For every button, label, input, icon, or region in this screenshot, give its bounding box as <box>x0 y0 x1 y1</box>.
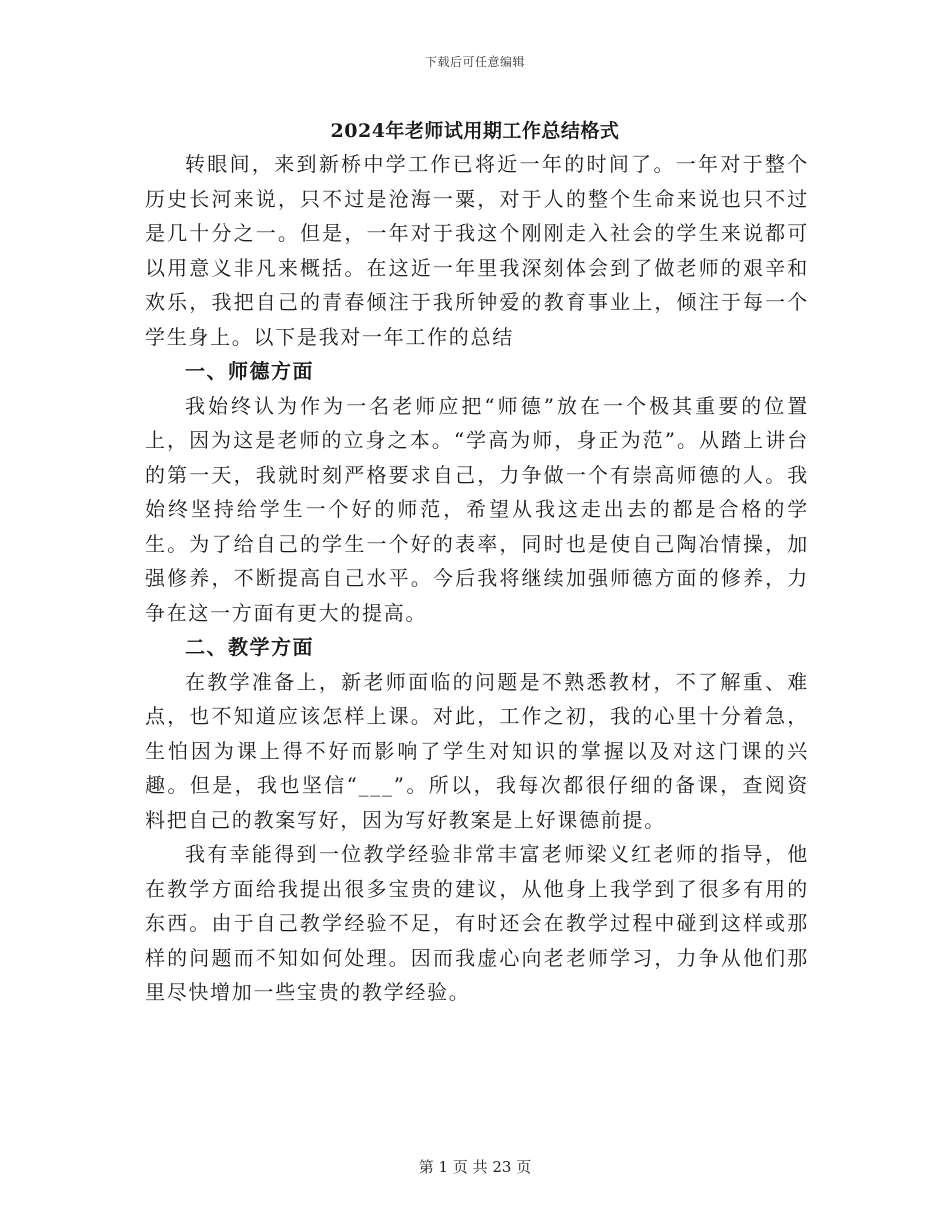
section-heading-ethics: 一、师德方面 <box>185 359 314 383</box>
document-title: 2024年老师试用期工作总结格式 <box>330 120 620 142</box>
document-body <box>145 147 809 1010</box>
section-heading-teaching: 二、教学方面 <box>185 635 314 659</box>
page-number-footer: 第 1 页 共 23 页 <box>418 1158 532 1176</box>
page-header-note: 下载后可任意编辑 <box>424 55 525 69</box>
teaching-paragraph-1: 在教学准备上，新老师面临的问题是不熟悉教材，不了解重、难点，也不知道应该怎样上课。对此，工作之初，我的心里十分着急，生怕因为课上得不好而影响了学生对知识的掌握以及对这门课的兴趣。但是，我也坚信“___”。所以，我每次都很仔细的备课，查阅资料把自己的教案写好，因为写好教案是上好课德前提。 <box>145 669 809 832</box>
teaching-paragraph-2: 我有幸能得到一位教学经验非常丰富老师梁义红老师的指导，他在教学方面给我提出很多宝贵的建议，从他身上我学到了很多有用的东西。由于自己教学经验不足，有时还会在教学过程中碰到这样或那样的问题而不知如何处理。因而我虚心向老老师学习，力争从他们那里尽快增加一些宝贵的教学经验。 <box>145 842 809 1004</box>
intro-paragraph: 转眼间，来到新桥中学工作已将近一年的时间了。一年对于整个历史长河来说，只不过是沧海一粟，对于人的整个生命来说也只不过是几十分之一。但是，一年对于我这个刚刚走入社会的学生来说都可以用意义非凡来概括。在这近一年里我深刻体会到了做老师的艰辛和欢乐，我把自己的青春倾注于我所钟爱的教育事业上，倾注于每一个学生身上。以下是我对一年工作的总结 <box>145 152 809 349</box>
ethics-paragraph: 我始终认为作为一名老师应把“师德”放在一个极其重要的位置上，因为这是老师的立身之本。“学高为师，身正为范”。从踏上讲台的第一天，我就时刻严格要求自己，力争做一个有崇高师德的人。我始终坚持给学生一个好的师范，希望从我这走出去的都是合格的学生。为了给自己的学生一个好的表率，同时也是使自己陶冶情操，加强修养，不断提高自己水平。今后我将继续加强师德方面的修养，力争在这一方面有更大的提高。 <box>145 393 809 625</box>
